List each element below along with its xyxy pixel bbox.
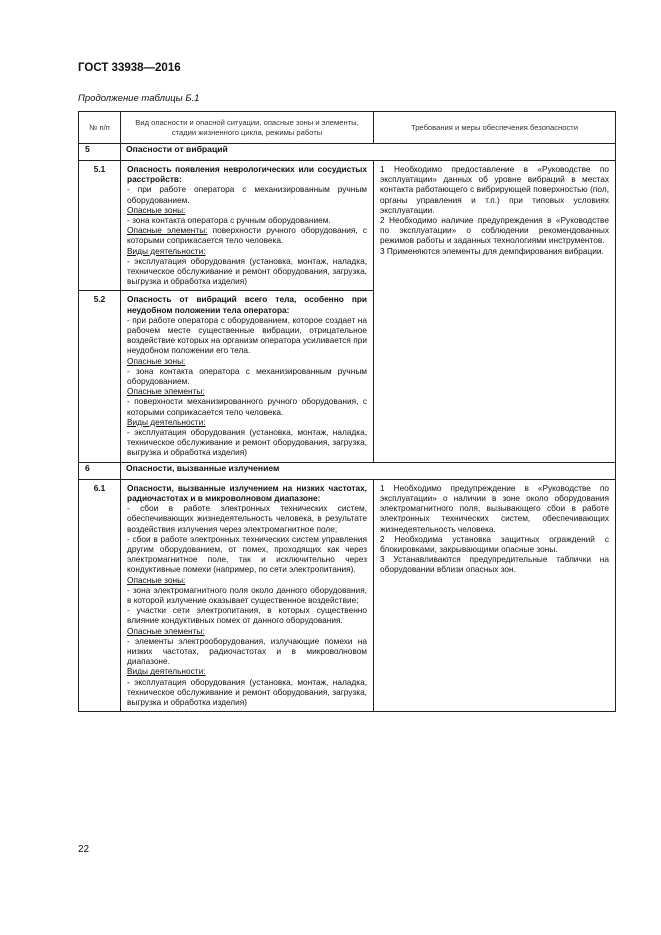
hazard-line	[127, 626, 367, 636]
requirement-item: 3 Применяются элементы для демпфирования вибрации.	[380, 245, 604, 256]
hazard-line	[127, 246, 367, 256]
requirement-item: 2 Необходима установка защитных ограждений с блокировками, закрывающими опасные зоны.	[380, 533, 609, 554]
table-row	[79, 479, 616, 711]
hazard-text: - элементы электрооборудования, излучающие помехи на низких частотах, радиочастотах и в микроволновом диапазоне.	[127, 635, 367, 667]
hazard-text: - эксплуатация оборудования (установка, монтаж, наладка, техническое обслуживание и ремонт оборудования, загрузка, выгрузка и обработка изделия)	[127, 427, 367, 458]
hazard-line	[127, 417, 367, 427]
hazard-text: - эксплуатация оборудования (установка, монтаж, наладка, техническое обслуживание и ремонт оборудования, загрузка, выгрузка и обработка изделия)	[127, 255, 367, 287]
hazard-cell	[121, 479, 374, 711]
row-number: 5.1	[79, 161, 121, 291]
hazard-line	[127, 636, 367, 667]
hazard-line	[127, 503, 367, 534]
hazard-subheading: Опасные зоны:	[127, 355, 186, 366]
table-caption: Продолжение таблицы Б.1	[78, 93, 200, 104]
hazard-subheading: Виды деятельности:	[127, 666, 206, 677]
requirement-item: 3 Устанавливаются предупредительные таблички на оборудовании вблизи опасных зон.	[380, 554, 609, 575]
hazard-cell	[121, 291, 374, 462]
hazard-line	[127, 225, 367, 245]
hazard-line	[127, 427, 367, 458]
hazard-line	[127, 366, 367, 386]
hazard-line	[127, 356, 367, 366]
hazard-line	[127, 666, 367, 676]
section-row	[79, 462, 616, 479]
hazard-line	[127, 575, 367, 585]
requirement-item: 2 Необходимо наличие предупреждения в «Руководстве по эксплуатации» о соблюдении рекомендованных режимов работы и заданных технологиями инструментов.	[380, 215, 609, 246]
hazard-line	[127, 215, 367, 225]
header-hazard: Вид опасности и опасной ситуации, опасные зоны и элементы, стадии жизненного цикла, режимы работы	[121, 112, 374, 144]
hazard-text: - зона контакта оператора с ручным оборудованием.	[127, 215, 331, 226]
hazard-line	[127, 534, 367, 575]
hazard-subheading: Опасные элементы:	[127, 386, 205, 397]
hazard-title: Опасность от вибраций всего тела, особенно при неудобном положении тела оператора:	[127, 294, 367, 315]
hazard-text: поверхности ручного оборудования, с которыми соприкасается тело человека.	[127, 225, 367, 246]
section-title: Опасности, вызванные излучением	[121, 462, 616, 479]
requirements-cell	[374, 479, 616, 711]
header-number: № п/п	[79, 112, 121, 144]
hazard-text: - сбои в работе электронных технических систем управления другим оборудованием, от помех, проходящих как через электромагнитное поле, так и исключительно через кондуктивные помехи (например, по сети электропитания).	[127, 533, 367, 575]
table-header-row	[79, 112, 616, 144]
requirement-item: 1 Необходимо предоставление в «Руководстве по эксплуатации» данных об уровне вибраций в местах контакта работающего с вибрирующей поверхностью (пол, органы управления и т.п.) при типовых условиях эксплуатации.	[380, 164, 609, 215]
hazard-cell	[121, 161, 374, 291]
hazard-subheading: Опасные элементы:	[127, 225, 208, 236]
hazard-text: - зона контакта оператора с механизированным ручным оборудованием.	[127, 365, 367, 387]
section-number: 5	[79, 144, 121, 161]
hazard-text: - сбои в работе электронных технических систем, обеспечивающих жизнедеятельность человека, в результате воздействия излучения через электромагнитное поле;	[127, 503, 367, 534]
hazard-text: - поверхности механизированного ручного оборудования, с которыми соприкасается тело человека.	[127, 396, 367, 417]
header-requirements: Требования и меры обеспечения безопасности	[374, 112, 616, 144]
hazard-text: - при работе оператора с механизированным ручным оборудованием.	[127, 184, 367, 205]
hazard-text: - зона электромагнитного поля около данного оборудования, в которой излучение оказывает существенное воздействие;	[127, 584, 367, 605]
section-number: 6	[79, 462, 121, 479]
hazard-text: - при работе оператора с оборудованием, которое создает на рабочем месте существенные вибрации, отрицательное воздействие которых на организм оператора усиливается при неудобном положении его тела.	[127, 314, 367, 356]
hazard-line	[127, 396, 367, 416]
standard-header: ГОСТ 33938—2016	[78, 62, 181, 74]
hazard-line	[127, 205, 367, 215]
hazard-title: Опасность появления неврологических или сосудистых расстройств:	[127, 164, 367, 185]
hazard-subheading: Опасные зоны:	[127, 574, 186, 585]
hazard-text: - участки сети электропитания, в которых существенно влияние кондуктивных помех от данного оборудования.	[127, 605, 367, 626]
hazard-subheading: Виды деятельности:	[127, 416, 206, 427]
hazard-line	[127, 256, 367, 287]
row-number: 5.2	[79, 291, 121, 462]
table-row	[79, 161, 616, 291]
row-number: 6.1	[79, 479, 121, 711]
page-number: 22	[78, 844, 90, 855]
table-body	[79, 144, 616, 712]
hazard-subheading: Опасные зоны:	[127, 204, 186, 215]
hazard-line	[127, 677, 367, 708]
hazard-title: Опасности, вызванные излучением на низких частотах, радиочастотах и в микроволновом диапазоне:	[127, 482, 367, 503]
hazards-table	[78, 111, 616, 712]
requirement-item: 1 Необходимо предупреждение в «Руководстве по эксплуатации» о наличии в зоне около оборудования электромагнитного поля, вызывающего сбои в работе электронных технических систем, обеспечивающих жизнедеятельность человека.	[380, 482, 609, 534]
hazard-subheading: Виды деятельности:	[127, 245, 206, 256]
hazard-line	[127, 184, 367, 204]
hazard-subheading: Опасные элементы:	[127, 625, 205, 636]
section-title: Опасности от вибраций	[121, 144, 616, 161]
hazard-line	[127, 585, 367, 605]
section-row	[79, 144, 616, 161]
hazard-text: - эксплуатация оборудования (установка, монтаж, наладка, техническое обслуживание и ремонт оборудования, загрузка, выгрузка и обработка изделия)	[127, 676, 367, 707]
hazard-line	[127, 605, 367, 625]
hazard-line	[127, 315, 367, 356]
requirements-cell	[374, 161, 616, 463]
hazard-line	[127, 386, 367, 396]
